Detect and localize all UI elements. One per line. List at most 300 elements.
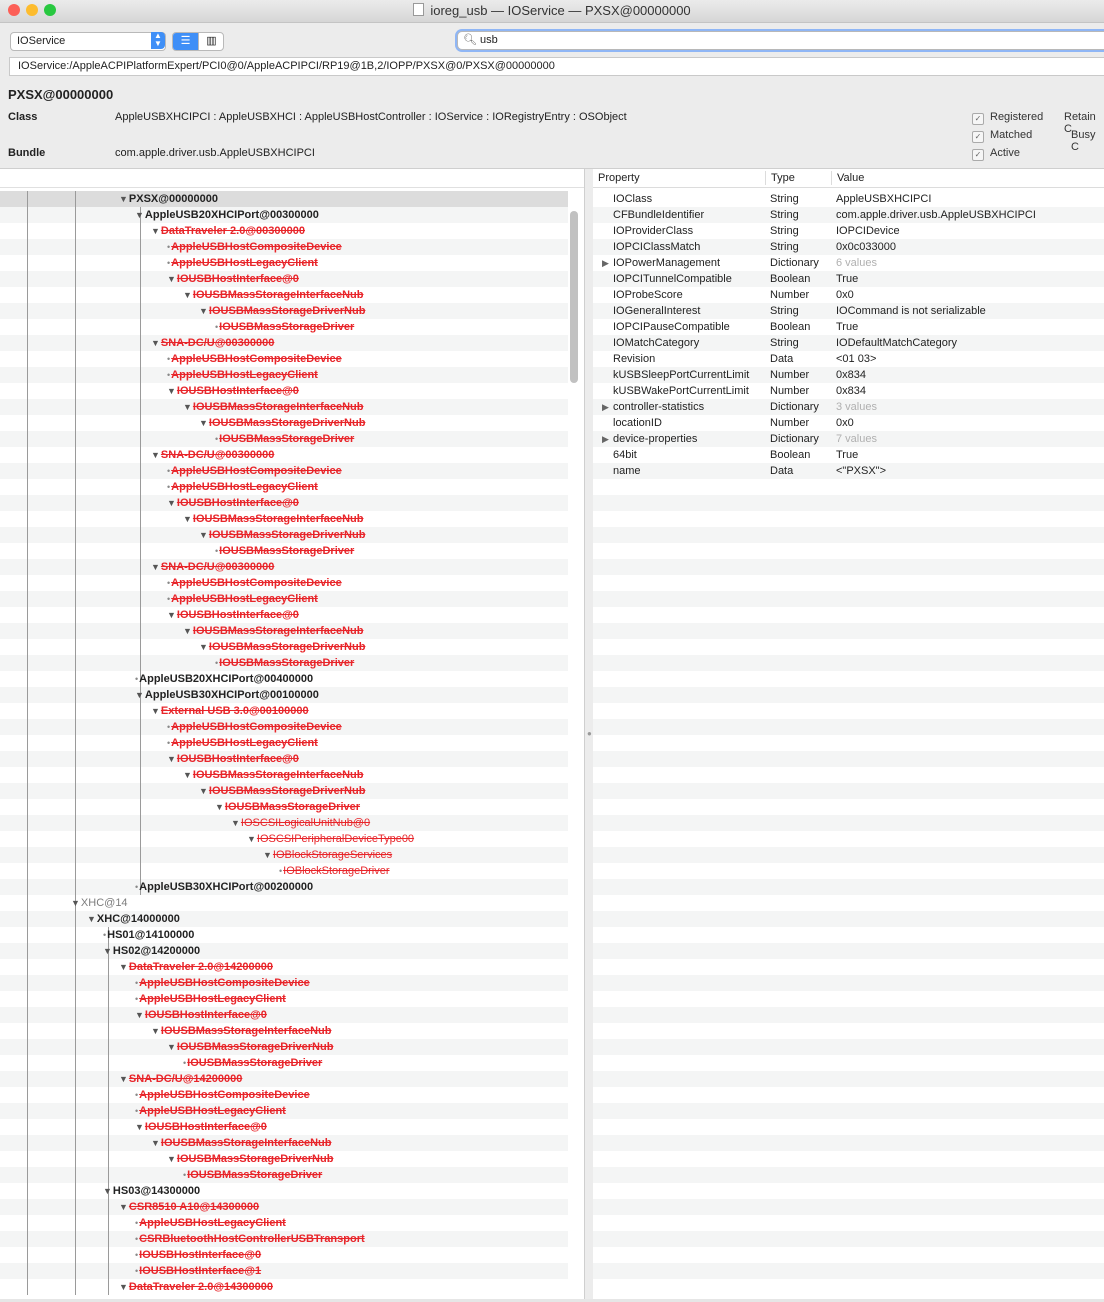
tree-row[interactable] [0,927,568,943]
tree-guide-line [75,383,76,399]
disclosure-triangle-icon[interactable]: ▼ [151,1138,160,1148]
tree-row[interactable] [0,847,568,863]
tree-row-label: AppleUSBHostCompositeDevice [171,241,342,253]
expand-triangle-icon[interactable]: ▶ [602,434,609,444]
property-name: CFBundleIdentifier [613,209,705,221]
tree-row-label: AppleUSBHostLegacyClient [171,593,318,605]
property-type: Data [770,353,794,365]
leaf-node-icon: • [167,594,171,604]
tree-guide-line [108,1199,109,1215]
tree-row[interactable] [0,831,568,847]
tree-guide-line [75,1135,76,1151]
disclosure-triangle-icon[interactable]: ▼ [167,386,176,396]
tree-row[interactable] [0,959,568,975]
busy-count-label: Busy C [1071,129,1096,153]
tree-row[interactable] [0,351,568,367]
disclosure-triangle-icon[interactable]: ▼ [167,610,176,620]
disclosure-triangle-icon[interactable]: ▼ [183,770,192,780]
property-type: Dictionary [770,401,819,413]
property-type: Dictionary [770,257,819,269]
tree-row-label: IOUSBMassStorageInterfaceNub [192,769,364,781]
tree-row-label: IOBlockStorageDriver [283,865,390,877]
tree-guide-line [140,511,141,527]
property-row[interactable] [593,271,1104,287]
tree-row[interactable] [0,863,568,879]
disclosure-triangle-icon[interactable]: ▼ [199,306,208,316]
tree-row[interactable] [0,1151,568,1167]
tree-guide-line [75,671,76,687]
tree-guide-line [75,447,76,463]
expand-triangle-icon[interactable]: ▶ [602,402,609,412]
tree-row[interactable] [0,271,568,287]
property-type: String [770,193,799,205]
property-row[interactable] [593,383,1104,399]
disclosure-triangle-icon[interactable]: ▼ [167,754,176,764]
tree-guide-line [75,207,76,223]
tree-row[interactable] [0,431,568,447]
disclosure-triangle-icon[interactable]: ▼ [167,274,176,284]
disclosure-triangle-icon[interactable]: ▼ [199,530,208,540]
tree-row[interactable] [0,943,568,959]
tree-row-label: SNA-DC/U@14200000 [128,1073,243,1085]
disclosure-triangle-icon[interactable]: ▼ [71,898,80,908]
tree-row-label: IOBlockStorageServices [272,849,393,861]
column-type[interactable]: Type [771,172,795,184]
tree-scrollbar[interactable] [570,211,578,383]
tree-row[interactable] [0,639,568,655]
tree-row[interactable] [0,239,568,255]
tree-guide-line [75,431,76,447]
disclosure-triangle-icon[interactable]: ▼ [247,834,256,844]
disclosure-triangle-icon[interactable]: ▼ [183,402,192,412]
tree-row-label: AppleUSBHostCompositeDevice [139,1089,310,1101]
tree-row-label: DataTraveler 2.0@14200000 [128,961,273,973]
property-name: Revision [613,353,656,365]
disclosure-triangle-icon[interactable]: ▼ [199,786,208,796]
tree-row[interactable] [0,1119,568,1135]
property-row[interactable] [593,207,1104,223]
disclosure-triangle-icon[interactable]: ▼ [119,1282,128,1292]
tree-row[interactable] [0,815,568,831]
property-name: IOClass [613,193,653,205]
tree-row[interactable] [0,463,568,479]
property-row[interactable] [593,335,1104,351]
tree-row-label: IOUSBMassStorageDriver [219,433,355,445]
leaf-node-icon: • [215,322,219,332]
property-row[interactable] [593,319,1104,335]
tree-row-label: AppleUSB20XHCIPort@00300000 [144,209,319,221]
disclosure-triangle-icon[interactable]: ▼ [119,1074,128,1084]
tree-guide-line [75,751,76,767]
tree-guide-line [27,479,28,495]
tree-guide-line [27,1103,28,1119]
property-value: True [836,449,859,461]
tree-row-label: IOUSBHostInterface@0 [176,273,299,285]
registry-tree[interactable] [0,169,584,1299]
tree-guide-line [75,879,76,895]
tree-row[interactable] [0,1007,568,1023]
empty-row [593,1167,1104,1183]
search-input[interactable]: usb [480,34,498,46]
leaf-node-icon: • [103,930,107,940]
class-value: AppleUSBXHCIPCI : AppleUSBXHCI : AppleUSBHostController : IOService : IORegistryEntry : OSObject [115,111,627,123]
tree-guide-line [75,815,76,831]
leaf-node-icon: • [183,1170,187,1180]
property-row[interactable] [593,367,1104,383]
tree-guide-line [75,847,76,863]
tree-row[interactable] [0,495,568,511]
property-row[interactable] [593,399,1104,415]
tree-guide-line [75,319,76,335]
tree-row-label: AppleUSBHostLegacyClient [139,1105,286,1117]
disclosure-triangle-icon[interactable]: ▼ [103,1186,112,1196]
empty-row [593,911,1104,927]
tree-guide-line [27,527,28,543]
tree-guide-line [140,863,141,879]
empty-row [593,847,1104,863]
property-row[interactable] [593,287,1104,303]
disclosure-triangle-icon[interactable]: ▼ [183,626,192,636]
property-row[interactable] [593,223,1104,239]
empty-row [593,975,1104,991]
tree-row[interactable] [0,1183,568,1199]
tree-row[interactable] [0,367,568,383]
tree-row-label: IOUSBMassStorageDriver [224,801,361,813]
property-value: 3 values [836,401,877,413]
tree-row[interactable] [0,1071,568,1087]
tree-guide-line [27,207,28,223]
disclosure-triangle-icon[interactable]: ▼ [199,642,208,652]
tree-row[interactable] [0,735,568,751]
tree-guide-line [75,351,76,367]
tree-guide-line [75,367,76,383]
disclosure-triangle-icon[interactable]: ▼ [215,802,224,812]
tree-row[interactable] [0,991,568,1007]
tree-guide-line [140,543,141,559]
disclosure-triangle-icon[interactable]: ▼ [167,498,176,508]
properties-rows [593,191,1104,1295]
tree-guide-line [75,783,76,799]
tree-row[interactable] [0,623,568,639]
tree-row[interactable] [0,783,568,799]
column-separator [765,171,766,185]
tree-guide-line [27,1055,28,1071]
tree-guide-line [140,271,141,287]
tree-row-label: IOUSBHostInterface@1 [139,1265,262,1277]
tree-row[interactable] [0,1167,568,1183]
property-row[interactable] [593,191,1104,207]
tree-guide-line [27,1279,28,1295]
tree-guide-line [27,591,28,607]
leaf-node-icon: • [183,1058,187,1068]
tree-row-label: AppleUSBHostLegacyClient [171,737,318,749]
tree-guide-line [140,415,141,431]
tree-row[interactable] [0,671,568,687]
tree-row[interactable] [0,479,568,495]
path-field[interactable] [9,57,1104,76]
property-name: device-properties [613,433,698,445]
property-row[interactable] [593,255,1104,271]
property-row[interactable] [593,431,1104,447]
tree-row[interactable] [0,559,568,575]
property-value: 0x0c033000 [836,241,896,253]
list-view-icon[interactable]: ☰ [173,33,198,50]
tree-row-label: CSRBluetoothHostControllerUSBTransport [139,1233,365,1245]
disclosure-triangle-icon[interactable]: ▼ [119,194,128,204]
empty-row [593,1135,1104,1151]
empty-row [593,783,1104,799]
tree-row-label: HS02@14200000 [112,945,201,957]
property-row[interactable] [593,415,1104,431]
tree-row[interactable] [0,191,568,207]
expand-triangle-icon[interactable]: ▶ [602,258,609,268]
tree-row[interactable] [0,527,568,543]
view-mode-control[interactable] [172,32,224,51]
property-row[interactable] [593,239,1104,255]
leaf-node-icon: • [167,466,171,476]
leaf-node-icon: • [215,546,219,556]
tree-guide-line [27,831,28,847]
tree-guide-line [75,639,76,655]
disclosure-triangle-icon[interactable]: ▼ [103,946,112,956]
empty-row [593,1151,1104,1167]
tree-row[interactable] [0,591,568,607]
tree-row[interactable] [0,751,568,767]
properties-table[interactable] [593,169,1104,1299]
disclosure-triangle-icon[interactable]: ▼ [183,290,192,300]
tree-guide-line [27,1215,28,1231]
tree-row[interactable] [0,1135,568,1151]
tree-guide-line [27,351,28,367]
tree-guide-line [75,863,76,879]
empty-row [593,1103,1104,1119]
empty-row [593,591,1104,607]
tree-row[interactable] [0,207,568,223]
tree-row[interactable] [0,543,568,559]
property-row[interactable] [593,351,1104,367]
column-property[interactable]: Property [598,172,640,184]
disclosure-triangle-icon[interactable]: ▼ [151,450,160,460]
search-field[interactable] [457,31,1104,50]
tree-row[interactable] [0,687,568,703]
disclosure-triangle-icon[interactable]: ▼ [135,690,144,700]
tree-guide-line [27,335,28,351]
tree-guide-line [27,751,28,767]
tree-row[interactable] [0,575,568,591]
disclosure-triangle-icon[interactable]: ▼ [119,962,128,972]
tree-row-label: IOUSBMassStorageInterfaceNub [192,513,364,525]
disclosure-triangle-icon[interactable]: ▼ [151,338,160,348]
tree-guide-line [75,511,76,527]
disclosure-triangle-icon[interactable]: ▼ [151,226,160,236]
tree-row[interactable] [0,1215,568,1231]
tree-row[interactable] [0,511,568,527]
empty-row [593,767,1104,783]
tree-guide-line [75,287,76,303]
empty-row [593,511,1104,527]
tree-guide-line [140,239,141,255]
tree-row[interactable] [0,719,568,735]
disclosure-triangle-icon[interactable]: ▼ [151,562,160,572]
disclosure-triangle-icon[interactable]: ▼ [135,1122,144,1132]
tree-guide-line [27,1199,28,1215]
tree-guide-line [140,479,141,495]
tree-guide-line [27,703,28,719]
tree-row-label: IOUSBMassStorageInterfaceNub [192,625,364,637]
disclosure-triangle-icon[interactable]: ▼ [167,1154,176,1164]
tree-row[interactable] [0,319,568,335]
tree-guide-line [75,1151,76,1167]
disclosure-triangle-icon[interactable]: ▼ [167,1042,176,1052]
tree-row[interactable] [0,1039,568,1055]
tree-guide-line [75,799,76,815]
tree-row-label: SNA-DC/U@00300000 [160,449,275,461]
tree-row[interactable] [0,1247,568,1263]
tree-row[interactable] [0,975,568,991]
tree-row[interactable] [0,255,568,271]
empty-row [593,815,1104,831]
tree-guide-line [75,655,76,671]
tree-row[interactable] [0,399,568,415]
tree-row-label: AppleUSB20XHCIPort@00400000 [139,673,314,685]
property-row[interactable] [593,463,1104,479]
tree-row-label: IOUSBHostInterface@0 [144,1121,267,1133]
tree-guide-line [27,863,28,879]
property-row[interactable] [593,303,1104,319]
tree-row[interactable] [0,1199,568,1215]
plane-popup[interactable] [10,32,166,51]
tree-guide-line [108,1087,109,1103]
tree-guide-line [140,463,141,479]
disclosure-triangle-icon[interactable]: ▼ [151,706,160,716]
tree-guide-line [75,191,76,207]
tree-guide-line [27,271,28,287]
tree-guide-line [140,255,141,271]
empty-row [593,943,1104,959]
tree-row[interactable] [0,335,568,351]
tree-row[interactable] [0,1263,568,1279]
tree-row[interactable] [0,703,568,719]
property-value: <01 03> [836,353,877,365]
tree-guide-line [75,479,76,495]
tree-row[interactable] [0,655,568,671]
tree-row[interactable] [0,895,568,911]
matched-checkbox: ✓ Matched [972,129,1032,143]
tree-guide-line [140,431,141,447]
tree-row[interactable] [0,879,568,895]
tree-guide-line [27,943,28,959]
disclosure-triangle-icon[interactable]: ▼ [263,850,272,860]
tree-row[interactable] [0,767,568,783]
tree-row[interactable] [0,799,568,815]
property-type: Number [770,369,810,381]
leaf-node-icon: • [167,482,171,492]
column-view-icon[interactable]: ▥ [198,33,224,50]
tree-guide-line [27,575,28,591]
tree-guide-line [75,687,76,703]
disclosure-triangle-icon[interactable]: ▼ [87,914,96,924]
tree-guide-line [27,1247,28,1263]
property-name: IOProbeScore [613,289,683,301]
tree-guide-line [75,927,76,943]
tree-guide-line [108,1007,109,1023]
tree-row-label: XHC@14000000 [96,913,180,925]
disclosure-triangle-icon[interactable]: ▼ [183,514,192,524]
disclosure-triangle-icon[interactable]: ▼ [231,818,240,828]
tree-guide-line [140,783,141,799]
tree-guide-line [75,1119,76,1135]
document-icon [413,3,424,16]
tree-row[interactable] [0,415,568,431]
leaf-node-icon: • [135,978,139,988]
tree-row[interactable] [0,1023,568,1039]
property-value: IODefaultMatchCategory [836,337,958,349]
tree-guide-line [140,559,141,575]
disclosure-triangle-icon[interactable]: ▼ [119,1202,128,1212]
tree-row[interactable] [0,223,568,239]
disclosure-triangle-icon[interactable]: ▼ [151,1026,160,1036]
tree-row[interactable] [0,303,568,319]
tree-guide-line [75,767,76,783]
tree-guide-line [27,639,28,655]
tree-row-label: IOUSBHostInterface@0 [144,1009,267,1021]
tree-row-label: IOUSBHostInterface@0 [176,753,299,765]
disclosure-triangle-icon[interactable]: ▼ [135,1010,144,1020]
tree-row[interactable] [0,1279,568,1295]
disclosure-triangle-icon[interactable]: ▼ [135,210,144,220]
tree-row-label: HS01@14100000 [107,929,195,941]
tree-guide-line [140,639,141,655]
disclosure-triangle-icon[interactable]: ▼ [199,418,208,428]
tree-guide-line [27,303,28,319]
empty-row [593,1119,1104,1135]
tree-row[interactable] [0,1103,568,1119]
tree-row[interactable] [0,447,568,463]
property-type: String [770,241,799,253]
tree-guide-line [27,511,28,527]
tree-guide-line [75,1103,76,1119]
tree-guide-line [108,1039,109,1055]
leaf-node-icon: • [135,1250,139,1260]
tree-row[interactable] [0,607,568,623]
leaf-node-icon: • [215,434,219,444]
tree-guide-line [108,1263,109,1279]
tree-row[interactable] [0,1055,568,1071]
leaf-node-icon: • [279,866,283,876]
tree-row-label: IOUSBMassStorageDriverNub [176,1041,334,1053]
tree-row[interactable] [0,1231,568,1247]
tree-guide-line [75,943,76,959]
tree-guide-line [27,1087,28,1103]
tree-row-label: SNA-DC/U@00300000 [160,561,275,573]
tree-guide-line [75,911,76,927]
tree-row-label: DataTraveler 2.0@00300000 [160,225,305,237]
tree-guide-line [75,703,76,719]
tree-row[interactable] [0,383,568,399]
tree-row[interactable] [0,1087,568,1103]
tree-guide-line [140,319,141,335]
property-row[interactable] [593,447,1104,463]
column-value[interactable]: Value [837,172,865,184]
tree-row[interactable] [0,287,568,303]
tree-guide-line [27,223,28,239]
empty-row [593,1279,1104,1295]
tree-row[interactable] [0,911,568,927]
tree-guide-line [27,799,28,815]
column-separator [831,171,832,185]
tree-guide-line [27,1183,28,1199]
tree-guide-line [27,975,28,991]
